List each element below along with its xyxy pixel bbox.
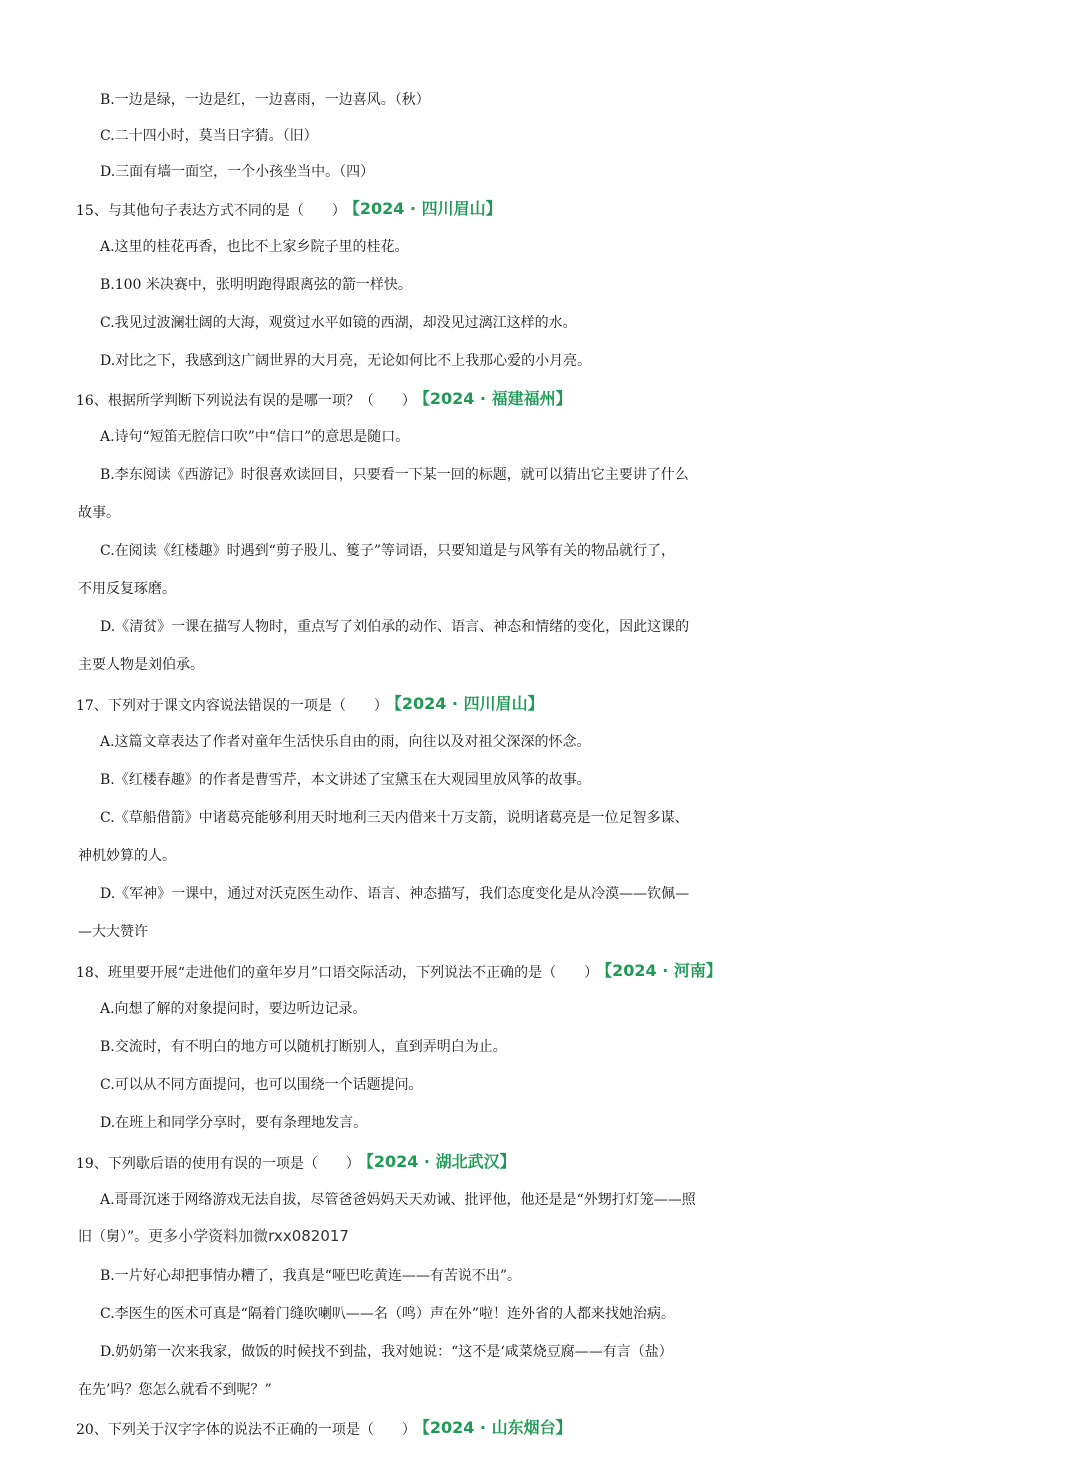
option-line: A.诗句“短笛无腔信口吹”中“信口”的意思是随口。	[100, 429, 410, 445]
option-line: D.对比之下，我感到这广阔世界的大月亮，无论如何比不上我那心爱的小月亮。	[100, 353, 592, 369]
source-tag: 【2024 · 福建福州】	[421, 389, 572, 408]
option-continuation: 旧（舅）”。更多小学资料加微rxx082017	[78, 1227, 349, 1245]
option-line: B.李东阅读《西游记》时很喜欢读回目，只要看一下某一回的标题，就可以猜出它主要讲了什么	[100, 467, 689, 483]
option-continuation: 神机妙算的人。	[78, 848, 176, 864]
option-line: D.《军神》一课中，通过对沃克医生动作、语言、神态描写，我们态度变化是从冷漠——钦佩—	[100, 886, 690, 902]
question-16: 16、根据所学判断下列说法有误的是哪一项？（ ） 【2024 · 福建福州】	[76, 389, 572, 409]
option-line: B.交流时，有不明白的地方可以随机打断别人，直到弄明白为止。	[100, 1039, 507, 1055]
option-line: B.一边是绿，一边是红，一边喜雨，一边喜风。（秋）	[100, 92, 430, 108]
option-line: B.一片好心却把事情办糟了，我真是“哑巴吃黄连——有苦说不出”。	[100, 1268, 522, 1284]
option-line: C.李医生的医术可真是“隔着门缝吹喇叭——名（鸣）声在外”啦！连外省的人都来找她治病。	[100, 1306, 675, 1322]
source-tag: 【2024 · 四川眉山】	[351, 199, 502, 218]
option-continuation: 不用反复琢磨。	[78, 581, 176, 597]
option-line: D.《清贫》一课在描写人物时，重点写了刘伯承的动作、语言、神态和情绪的变化，因此这课的	[100, 619, 690, 635]
option-line: C.二十四小时，莫当日字猜。（旧）	[100, 128, 318, 144]
option-continuation: —大大赞许	[78, 924, 148, 940]
source-tag: 【2024 · 山东烟台】	[421, 1418, 572, 1437]
question-19: 19、下列歇后语的使用有误的一项是（ ） 【2024 · 湖北武汉】	[76, 1152, 516, 1172]
source-tag: 【2024 · 河南】	[604, 961, 722, 980]
option-line: A.向想了解的对象提问时，要边听边记录。	[100, 1001, 367, 1017]
option-line: C.《草船借箭》中诸葛亮能够利用天时地利三天内借来十万支箭，说明诸葛亮是一位足智多谋、	[100, 810, 689, 826]
option-line: A.这篇文章表达了作者对童年生活快乐自由的雨，向往以及对祖父深深的怀念。	[100, 734, 591, 750]
option-line: B.《红楼春趣》的作者是曹雪芹，本文讲述了宝黛玉在大观园里放风筝的故事。	[100, 772, 591, 788]
option-line: A.这里的桂花再香，也比不上家乡院子里的桂花。	[100, 239, 409, 255]
option-line: D.在班上和同学分享时，要有条理地发言。	[100, 1115, 368, 1131]
option-line: C.可以从不同方面提问，也可以围绕一个话题提问。	[100, 1077, 423, 1093]
source-tag: 【2024 · 四川眉山】	[393, 694, 544, 713]
question-15: 15、与其他句子表达方式不同的是（ ） 【2024 · 四川眉山】	[76, 199, 502, 219]
option-line: D.奶奶第一次来我家，做饭的时候找不到盐，我对她说：“这不是‘咸菜烧豆腐——有言（盐）	[100, 1344, 673, 1360]
option-line: B.100 米决赛中，张明明跑得跟离弦的箭一样快。	[100, 277, 412, 293]
option-continuation: 故事。	[78, 505, 120, 521]
question-20: 20、下列关于汉字字体的说法不正确的一项是（ ） 【2024 · 山东烟台】	[76, 1418, 572, 1438]
option-line: D.三面有墙一面空，一个小孩坐当中。（四）	[100, 164, 375, 180]
option-continuation: 在先’吗？您怎么就看不到呢？”	[78, 1382, 272, 1398]
question-17: 17、下列对于课文内容说法错误的一项是（ ） 【2024 · 四川眉山】	[76, 694, 544, 714]
option-line: C.我见过波澜壮阔的大海，观赏过水平如镜的西湖，却没见过漓江这样的水。	[100, 315, 577, 331]
watermark-note: 更多小学资料加微rxx082017	[148, 1227, 349, 1245]
option-line: A.哥哥沉迷于网络游戏无法自拔，尽管爸爸妈妈天天劝诫、批评他，他还是是“外甥打灯笼——照	[100, 1192, 696, 1208]
option-continuation: 主要人物是刘伯承。	[78, 657, 204, 673]
option-line: C.在阅读《红楼趣》时遇到“剪子股儿、篗子”等词语，只要知道是与风筝有关的物品就行了，	[100, 543, 675, 559]
source-tag: 【2024 · 湖北武汉】	[365, 1152, 516, 1171]
question-18: 18、班里要开展“走进他们的童年岁月”口语交际活动，下列说法不正确的是（ ） 【2024 · 河南】	[76, 961, 722, 981]
